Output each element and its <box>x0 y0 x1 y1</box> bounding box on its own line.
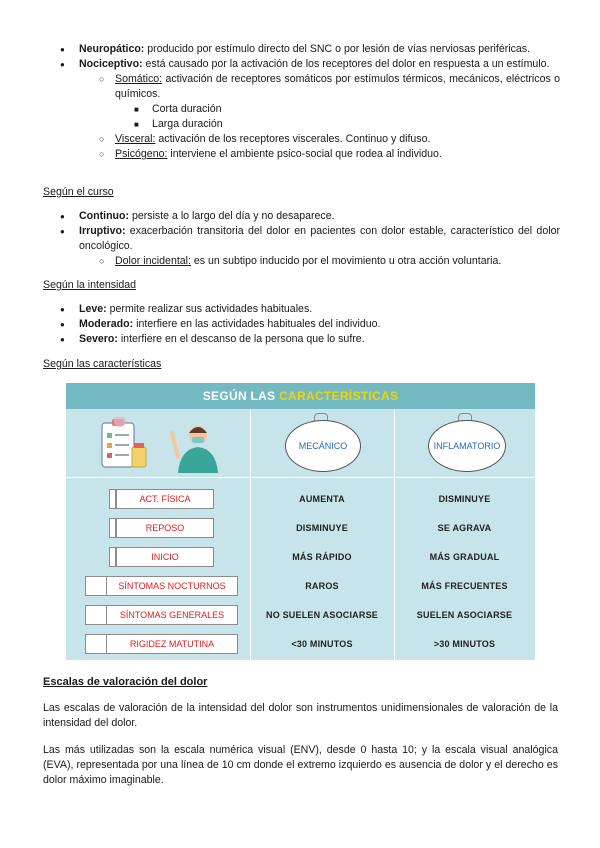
row-label-tag: ACT. FÍSICA <box>116 489 214 509</box>
inflamatorio-badge: INFLAMATORIO <box>428 420 506 472</box>
list-item: ● Moderado: interfiere en las actividades habituales del individuo. <box>0 317 600 332</box>
list-item: ● Irruptivo: exacerbación transitoria del dolor en pacientes con dolor estable, característico del dolor oncológico. <box>0 224 600 254</box>
row-label-tag: SÍNTOMAS GENERALES <box>106 605 238 625</box>
list-item: ● Leve: permite realizar sus actividades habituales. <box>0 302 600 317</box>
inflamatorio-value: MÁS FRECUENTES <box>421 581 508 591</box>
list-item: ■ Larga duración <box>0 117 600 132</box>
mecanico-value: DISMINUYE <box>296 523 348 533</box>
characteristics-infographic <box>66 383 535 660</box>
mecanico-badge: MECÁNICO <box>285 420 361 472</box>
inflamatorio-value: >30 MINUTOS <box>433 639 496 649</box>
inflamatorio-value: DISMINUYE <box>438 494 491 504</box>
escalas-paragraph-2: Las más utilizadas son la escala numérica visual (ENV), desde 0 hasta 10; y la escala visual analógica (EVA), representada por una línea de 10 cm donde el extremo izquierdo es ausencia de dolor y el derecho es dolor máximo imaginable. <box>43 744 558 786</box>
column-divider <box>250 409 251 660</box>
row-label-tag: REPOSO <box>116 518 214 538</box>
row-label-tag: INICIO <box>116 547 214 567</box>
mecanico-value: NO SUELEN ASOCIARSE <box>266 610 378 620</box>
mecanico-value: MÁS RÁPIDO <box>292 552 352 562</box>
column-divider <box>394 409 395 660</box>
list-item: ○ Visceral: activación de los receptores viscerales. Continuo y difuso. <box>0 132 600 147</box>
inflamatorio-value: SUELEN ASOCIARSE <box>416 610 513 620</box>
list-item: ■ Corta duración <box>0 102 600 117</box>
section-heading-caracteristicas: Según las características <box>43 358 162 370</box>
row-label-tag: RIGIDEZ MATUTINA <box>106 634 238 654</box>
section-heading-curso: Según el curso <box>43 186 114 198</box>
mecanico-value: <30 MINUTOS <box>291 639 353 649</box>
section-heading-escalas: Escalas de valoración del dolor <box>43 676 208 688</box>
pain-types-list <box>0 42 600 162</box>
infographic-title: SEGÚN LAS CARACTERÍSTICAS <box>66 383 535 409</box>
list-item: ● Neuropático: producido por estímulo directo del SNC o por lesión de vías nerviosas periféricas. <box>0 42 600 57</box>
list-item: ○ Psicógeno: interviene el ambiente psico-social que rodea al individuo. <box>0 147 600 162</box>
list-item: ○ Dolor incidental: es un subtipo inducido por el movimiento u otra acción voluntaria. <box>0 254 600 269</box>
escalas-paragraph-1: Las escalas de valoración de la intensidad del dolor son instrumentos unidimensionales de valoración de la intensidad del dolor. <box>43 702 558 729</box>
inflamatorio-value: SE AGRAVA <box>437 523 492 533</box>
list-item: ● Severo: interfiere en el descanso de la persona que lo sufre. <box>0 332 600 347</box>
list-item: ○ Somático: activación de receptores somáticos por estímulos térmicos, mecánicos, eléctricos o químicos. <box>0 72 600 102</box>
inflamatorio-value: MÁS GRADUAL <box>429 552 500 562</box>
row-divider <box>66 477 535 478</box>
mecanico-value: RAROS <box>305 581 339 591</box>
section-heading-intensidad: Según la intensidad <box>43 279 137 291</box>
doctor-clipboard-illustration <box>94 417 234 473</box>
list-item: ● Continuo: persiste a lo largo del día y no desaparece. <box>0 209 600 224</box>
list-item: ● Nociceptivo: está causado por la activación de los receptores del dolor en respuesta a un estímulo. <box>0 57 600 72</box>
curso-list <box>0 209 600 269</box>
row-label-tag: SÍNTOMAS NOCTURNOS <box>106 576 238 596</box>
mecanico-value: AUMENTA <box>299 494 345 504</box>
intensidad-list <box>0 302 600 347</box>
